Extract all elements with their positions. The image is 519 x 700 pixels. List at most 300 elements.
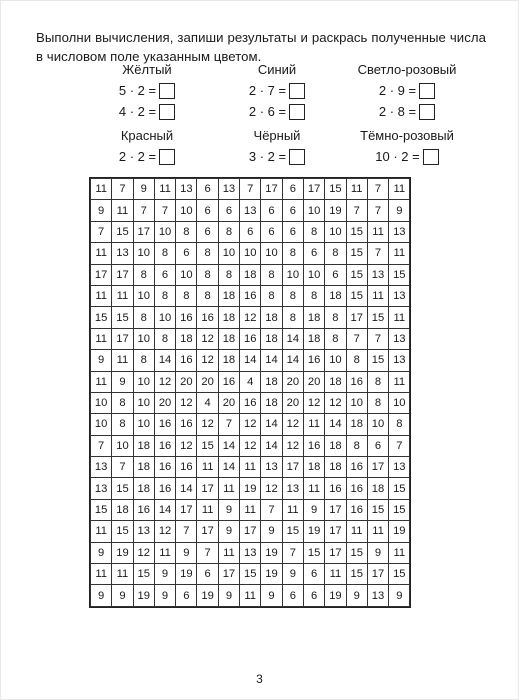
grid-cell[interactable]: 13 [91,457,112,478]
grid-cell[interactable]: 11 [112,285,133,306]
grid-cell[interactable]: 11 [389,542,410,563]
grid-cell[interactable]: 17 [112,264,133,285]
grid-cell[interactable]: 18 [346,414,367,435]
grid-cell[interactable]: 10 [133,392,154,413]
grid-cell[interactable]: 13 [389,350,410,371]
grid-cell[interactable]: 15 [367,350,388,371]
grid-cell[interactable]: 10 [154,221,175,242]
grid-cell[interactable]: 17 [282,457,303,478]
grid-cell[interactable]: 16 [240,328,261,349]
grid-cell[interactable]: 13 [389,285,410,306]
grid-cell[interactable]: 7 [91,221,112,242]
grid-cell[interactable]: 13 [240,200,261,221]
grid-cell[interactable]: 17 [197,478,218,499]
grid-cell[interactable]: 20 [218,392,239,413]
grid-cell[interactable]: 14 [282,350,303,371]
grid-cell[interactable]: 18 [218,285,239,306]
grid-cell[interactable]: 8 [112,392,133,413]
grid-cell[interactable]: 8 [282,307,303,328]
grid-cell[interactable]: 7 [261,499,282,520]
answer-box[interactable] [419,104,435,120]
grid-cell[interactable]: 8 [282,243,303,264]
grid-cell[interactable]: 6 [325,264,346,285]
grid-cell[interactable]: 9 [176,542,197,563]
grid-cell[interactable]: 17 [176,499,197,520]
grid-cell[interactable]: 8 [133,307,154,328]
grid-cell[interactable]: 8 [218,221,239,242]
grid-cell[interactable]: 15 [367,307,388,328]
grid-cell[interactable]: 10 [133,328,154,349]
grid-cell[interactable]: 11 [346,521,367,542]
grid-cell[interactable]: 6 [197,200,218,221]
grid-cell[interactable]: 8 [282,285,303,306]
grid-cell[interactable]: 11 [154,179,175,200]
grid-cell[interactable]: 12 [154,371,175,392]
grid-cell[interactable]: 6 [240,221,261,242]
grid-cell[interactable]: 18 [261,371,282,392]
grid-cell[interactable]: 15 [346,264,367,285]
grid-cell[interactable]: 16 [176,414,197,435]
grid-cell[interactable]: 17 [367,564,388,585]
grid-cell[interactable]: 12 [240,435,261,456]
grid-cell[interactable]: 8 [303,221,324,242]
grid-cell[interactable]: 9 [367,542,388,563]
grid-cell[interactable]: 15 [133,564,154,585]
grid-cell[interactable]: 16 [240,285,261,306]
grid-cell[interactable]: 15 [112,521,133,542]
grid-cell[interactable]: 15 [389,564,410,585]
grid-cell[interactable]: 11 [367,285,388,306]
grid-cell[interactable]: 18 [133,435,154,456]
grid-cell[interactable]: 11 [303,414,324,435]
answer-box[interactable] [289,104,305,120]
grid-cell[interactable]: 17 [197,521,218,542]
grid-cell[interactable]: 15 [389,478,410,499]
grid-cell[interactable]: 10 [218,243,239,264]
grid-cell[interactable]: 9 [218,499,239,520]
grid-cell[interactable]: 19 [240,478,261,499]
grid-cell[interactable]: 14 [218,435,239,456]
grid-cell[interactable]: 7 [91,435,112,456]
grid-cell[interactable]: 20 [282,371,303,392]
grid-cell[interactable]: 9 [112,585,133,606]
grid-cell[interactable]: 8 [303,285,324,306]
grid-cell[interactable]: 11 [389,371,410,392]
grid-cell[interactable]: 13 [261,457,282,478]
grid-cell[interactable]: 11 [91,371,112,392]
grid-cell[interactable]: 9 [346,585,367,606]
grid-cell[interactable]: 8 [325,243,346,264]
grid-cell[interactable]: 6 [197,179,218,200]
grid-cell[interactable]: 15 [303,542,324,563]
grid-cell[interactable]: 18 [240,264,261,285]
answer-box[interactable] [423,149,439,165]
grid-cell[interactable]: 6 [176,243,197,264]
grid-cell[interactable]: 12 [197,414,218,435]
grid-cell[interactable]: 11 [112,350,133,371]
grid-cell[interactable]: 16 [154,414,175,435]
grid-cell[interactable]: 19 [133,585,154,606]
grid-cell[interactable]: 17 [325,542,346,563]
grid-cell[interactable]: 15 [346,542,367,563]
grid-cell[interactable]: 8 [325,307,346,328]
grid-cell[interactable]: 12 [240,307,261,328]
grid-cell[interactable]: 9 [91,200,112,221]
grid-cell[interactable]: 11 [367,221,388,242]
grid-cell[interactable]: 8 [154,285,175,306]
grid-cell[interactable]: 8 [133,350,154,371]
grid-cell[interactable]: 19 [389,521,410,542]
grid-cell[interactable]: 18 [325,371,346,392]
grid-cell[interactable]: 11 [91,564,112,585]
grid-cell[interactable]: 8 [154,243,175,264]
grid-cell[interactable]: 19 [261,542,282,563]
grid-cell[interactable]: 6 [282,585,303,606]
grid-cell[interactable]: 6 [197,564,218,585]
grid-cell[interactable]: 11 [346,179,367,200]
grid-cell[interactable]: 8 [197,264,218,285]
grid-cell[interactable]: 7 [389,435,410,456]
grid-cell[interactable]: 8 [389,414,410,435]
grid-cell[interactable]: 7 [112,457,133,478]
grid-cell[interactable]: 9 [261,585,282,606]
grid-cell[interactable]: 16 [325,478,346,499]
grid-cell[interactable]: 8 [154,328,175,349]
grid-cell[interactable]: 16 [176,350,197,371]
grid-cell[interactable]: 10 [240,243,261,264]
grid-cell[interactable]: 13 [389,457,410,478]
grid-cell[interactable]: 13 [176,179,197,200]
grid-cell[interactable]: 12 [197,328,218,349]
grid-cell[interactable]: 6 [367,435,388,456]
grid-cell[interactable]: 13 [218,179,239,200]
answer-box[interactable] [289,149,305,165]
grid-cell[interactable]: 9 [389,200,410,221]
grid-cell[interactable]: 12 [240,414,261,435]
grid-cell[interactable]: 10 [389,392,410,413]
grid-cell[interactable]: 18 [112,499,133,520]
grid-cell[interactable]: 11 [240,457,261,478]
grid-cell[interactable]: 9 [282,564,303,585]
grid-cell[interactable]: 11 [240,585,261,606]
grid-cell[interactable]: 8 [261,264,282,285]
grid-cell[interactable]: 14 [325,414,346,435]
grid-cell[interactable]: 11 [218,478,239,499]
grid-cell[interactable]: 16 [346,371,367,392]
grid-cell[interactable]: 16 [154,478,175,499]
grid-cell[interactable]: 10 [91,392,112,413]
grid-cell[interactable]: 9 [91,350,112,371]
grid-cell[interactable]: 12 [154,521,175,542]
grid-cell[interactable]: 17 [218,564,239,585]
grid-cell[interactable]: 17 [133,221,154,242]
grid-cell[interactable]: 12 [325,392,346,413]
grid-cell[interactable]: 13 [240,542,261,563]
grid-cell[interactable]: 18 [303,307,324,328]
grid-cell[interactable]: 8 [346,350,367,371]
grid-cell[interactable]: 18 [133,457,154,478]
grid-cell[interactable]: 13 [91,478,112,499]
grid-cell[interactable]: 18 [367,478,388,499]
grid-cell[interactable]: 15 [389,499,410,520]
grid-cell[interactable]: 17 [91,264,112,285]
grid-cell[interactable]: 18 [261,307,282,328]
grid-cell[interactable]: 18 [325,285,346,306]
grid-cell[interactable]: 19 [303,521,324,542]
grid-cell[interactable]: 8 [176,221,197,242]
grid-cell[interactable]: 18 [218,328,239,349]
grid-cell[interactable]: 11 [282,499,303,520]
grid-cell[interactable]: 11 [197,499,218,520]
grid-cell[interactable]: 18 [176,328,197,349]
grid-cell[interactable]: 19 [325,200,346,221]
grid-cell[interactable]: 15 [112,478,133,499]
grid-cell[interactable]: 15 [389,264,410,285]
grid-cell[interactable]: 19 [197,585,218,606]
grid-cell[interactable]: 18 [325,435,346,456]
grid-cell[interactable]: 10 [133,414,154,435]
grid-cell[interactable]: 7 [346,328,367,349]
grid-cell[interactable]: 9 [154,564,175,585]
grid-cell[interactable]: 11 [91,285,112,306]
grid-cell[interactable]: 18 [218,350,239,371]
grid-cell[interactable]: 13 [133,521,154,542]
grid-cell[interactable]: 16 [218,371,239,392]
grid-cell[interactable]: 18 [325,457,346,478]
grid-cell[interactable]: 16 [303,350,324,371]
grid-cell[interactable]: 16 [346,499,367,520]
grid-cell[interactable]: 15 [346,221,367,242]
grid-cell[interactable]: 8 [176,285,197,306]
grid-cell[interactable]: 17 [261,179,282,200]
grid-cell[interactable]: 15 [91,499,112,520]
grid-cell[interactable]: 20 [154,392,175,413]
grid-cell[interactable]: 14 [176,478,197,499]
grid-cell[interactable]: 9 [389,585,410,606]
grid-cell[interactable]: 17 [112,328,133,349]
grid-cell[interactable]: 16 [197,307,218,328]
grid-cell[interactable]: 6 [154,264,175,285]
grid-cell[interactable]: 20 [176,371,197,392]
grid-cell[interactable]: 7 [133,200,154,221]
grid-cell[interactable]: 11 [389,179,410,200]
answer-box[interactable] [159,149,175,165]
grid-cell[interactable]: 7 [367,243,388,264]
answer-box[interactable] [419,83,435,99]
grid-cell[interactable]: 17 [240,521,261,542]
grid-cell[interactable]: 7 [367,200,388,221]
grid-cell[interactable]: 6 [282,179,303,200]
grid-cell[interactable]: 15 [112,221,133,242]
grid-cell[interactable]: 12 [176,435,197,456]
grid-cell[interactable]: 17 [303,179,324,200]
grid-cell[interactable]: 11 [367,521,388,542]
grid-cell[interactable]: 13 [389,328,410,349]
grid-cell[interactable]: 13 [367,585,388,606]
grid-cell[interactable]: 18 [218,307,239,328]
grid-cell[interactable]: 16 [154,435,175,456]
grid-cell[interactable]: 8 [197,243,218,264]
grid-cell[interactable]: 7 [197,542,218,563]
grid-cell[interactable]: 9 [261,521,282,542]
grid-cell[interactable]: 17 [325,521,346,542]
grid-cell[interactable]: 18 [261,392,282,413]
grid-cell[interactable]: 15 [346,243,367,264]
grid-cell[interactable]: 15 [91,307,112,328]
grid-cell[interactable]: 11 [112,564,133,585]
grid-cell[interactable]: 10 [303,200,324,221]
grid-cell[interactable]: 20 [303,371,324,392]
grid-cell[interactable]: 16 [154,457,175,478]
grid-cell[interactable]: 14 [261,350,282,371]
grid-cell[interactable]: 16 [303,435,324,456]
grid-cell[interactable]: 11 [389,307,410,328]
grid-cell[interactable]: 15 [346,564,367,585]
grid-cell[interactable]: 10 [133,371,154,392]
answer-box[interactable] [159,83,175,99]
grid-cell[interactable]: 9 [154,585,175,606]
grid-cell[interactable]: 13 [282,478,303,499]
grid-cell[interactable]: 14 [154,350,175,371]
grid-cell[interactable]: 14 [261,414,282,435]
grid-cell[interactable]: 14 [240,350,261,371]
grid-cell[interactable]: 16 [346,478,367,499]
grid-cell[interactable]: 12 [303,392,324,413]
grid-cell[interactable]: 11 [389,243,410,264]
grid-cell[interactable]: 6 [197,221,218,242]
grid-cell[interactable]: 16 [176,457,197,478]
grid-cell[interactable]: 11 [91,521,112,542]
grid-cell[interactable]: 11 [154,542,175,563]
grid-cell[interactable]: 10 [133,243,154,264]
grid-cell[interactable]: 15 [325,179,346,200]
grid-cell[interactable]: 8 [218,264,239,285]
grid-cell[interactable]: 6 [218,200,239,221]
grid-cell[interactable]: 9 [218,585,239,606]
grid-cell[interactable]: 11 [112,200,133,221]
grid-cell[interactable]: 16 [240,392,261,413]
grid-cell[interactable]: 13 [112,243,133,264]
grid-cell[interactable]: 7 [240,179,261,200]
grid-cell[interactable]: 10 [282,264,303,285]
grid-cell[interactable]: 8 [346,435,367,456]
grid-cell[interactable]: 9 [91,585,112,606]
grid-cell[interactable]: 7 [176,521,197,542]
grid-cell[interactable]: 11 [91,328,112,349]
answer-box[interactable] [289,83,305,99]
grid-cell[interactable]: 10 [176,264,197,285]
grid-cell[interactable]: 18 [303,328,324,349]
grid-cell[interactable]: 6 [261,221,282,242]
grid-cell[interactable]: 8 [261,285,282,306]
grid-cell[interactable]: 17 [367,457,388,478]
grid-cell[interactable]: 6 [303,243,324,264]
grid-cell[interactable]: 12 [261,478,282,499]
grid-cell[interactable]: 10 [176,200,197,221]
grid-cell[interactable]: 18 [303,457,324,478]
grid-cell[interactable]: 12 [176,392,197,413]
grid-cell[interactable]: 8 [133,264,154,285]
grid-cell[interactable]: 10 [261,243,282,264]
grid-cell[interactable]: 9 [133,179,154,200]
grid-cell[interactable]: 9 [218,521,239,542]
grid-cell[interactable]: 14 [218,457,239,478]
grid-cell[interactable]: 15 [367,499,388,520]
grid-cell[interactable]: 14 [261,435,282,456]
grid-cell[interactable]: 15 [112,307,133,328]
grid-cell[interactable]: 11 [218,542,239,563]
grid-cell[interactable]: 16 [133,499,154,520]
grid-cell[interactable]: 20 [197,371,218,392]
grid-cell[interactable]: 7 [112,179,133,200]
grid-cell[interactable]: 15 [346,285,367,306]
grid-cell[interactable]: 11 [197,457,218,478]
grid-cell[interactable]: 10 [303,264,324,285]
grid-cell[interactable]: 7 [346,200,367,221]
grid-cell[interactable]: 18 [261,328,282,349]
grid-cell[interactable]: 19 [176,564,197,585]
grid-cell[interactable]: 8 [197,285,218,306]
grid-cell[interactable]: 19 [112,542,133,563]
grid-cell[interactable]: 6 [282,200,303,221]
grid-cell[interactable]: 10 [133,285,154,306]
grid-cell[interactable]: 19 [261,564,282,585]
grid-cell[interactable]: 11 [91,243,112,264]
answer-box[interactable] [159,104,175,120]
grid-cell[interactable]: 13 [367,264,388,285]
grid-cell[interactable]: 17 [325,499,346,520]
grid-cell[interactable]: 12 [282,435,303,456]
grid-cell[interactable]: 18 [133,478,154,499]
grid-cell[interactable]: 6 [176,585,197,606]
grid-cell[interactable]: 7 [154,200,175,221]
grid-cell[interactable]: 6 [303,585,324,606]
grid-cell[interactable]: 10 [91,414,112,435]
grid-cell[interactable]: 16 [346,457,367,478]
grid-cell[interactable]: 11 [303,478,324,499]
grid-cell[interactable]: 15 [282,521,303,542]
grid-cell[interactable]: 19 [325,585,346,606]
grid-cell[interactable]: 14 [282,328,303,349]
grid-cell[interactable]: 10 [367,414,388,435]
grid-cell[interactable]: 4 [197,392,218,413]
grid-cell[interactable]: 17 [346,307,367,328]
grid-cell[interactable]: 8 [367,392,388,413]
grid-cell[interactable]: 15 [197,435,218,456]
grid-cell[interactable]: 10 [154,307,175,328]
grid-cell[interactable]: 8 [325,328,346,349]
grid-cell[interactable]: 12 [133,542,154,563]
grid-cell[interactable]: 11 [91,179,112,200]
grid-cell[interactable]: 6 [261,200,282,221]
grid-cell[interactable]: 9 [112,371,133,392]
grid-cell[interactable]: 10 [112,435,133,456]
grid-cell[interactable]: 6 [303,564,324,585]
grid-cell[interactable]: 13 [389,221,410,242]
grid-cell[interactable]: 15 [240,564,261,585]
grid-cell[interactable]: 7 [367,328,388,349]
grid-cell[interactable]: 12 [197,350,218,371]
grid-cell[interactable]: 11 [325,564,346,585]
grid-cell[interactable]: 12 [282,414,303,435]
grid-cell[interactable]: 7 [282,542,303,563]
grid-cell[interactable]: 10 [325,350,346,371]
grid-cell[interactable]: 14 [154,499,175,520]
grid-cell[interactable]: 6 [282,221,303,242]
grid-cell[interactable]: 10 [325,221,346,242]
grid-cell[interactable]: 9 [91,542,112,563]
grid-cell[interactable]: 7 [367,179,388,200]
